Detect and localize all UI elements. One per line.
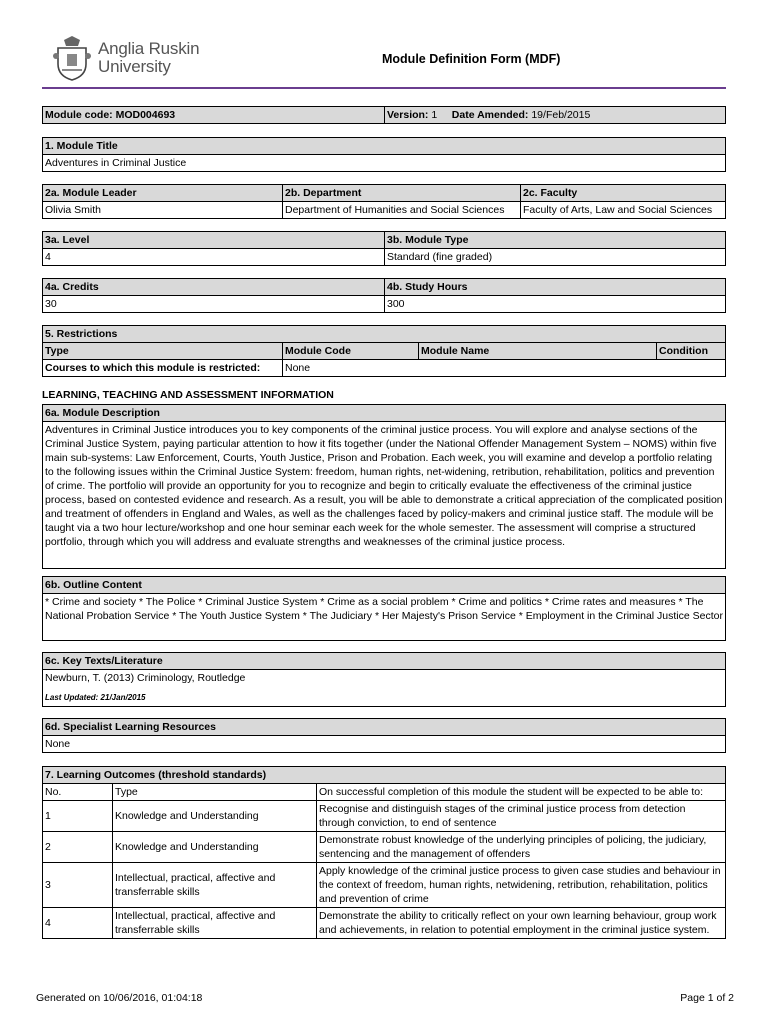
outcome-row xyxy=(43,908,726,939)
leader-value: Olivia Smith xyxy=(43,202,283,219)
learning-outcomes-table xyxy=(42,766,726,939)
version-value: 1 xyxy=(431,109,438,121)
module-title-value: Adventures in Criminal Justice xyxy=(43,155,726,172)
description-table xyxy=(42,404,726,569)
outcome-desc: Demonstrate robust knowledge of the underlying principles of policing, the judiciary, sentencing and the management of offenders xyxy=(317,832,726,863)
outline-table xyxy=(42,576,726,641)
footer-page: Page 1 of 2 xyxy=(680,992,734,1004)
level-table xyxy=(42,231,726,266)
outline-label: 6b. Outline Content xyxy=(43,577,726,594)
resources-table xyxy=(42,718,726,753)
credits-table xyxy=(42,278,726,313)
last-updated: Last Updated: 21/Jan/2015 xyxy=(45,693,146,702)
outcome-row xyxy=(43,832,726,863)
outcome-desc: Demonstrate the ability to critically reflect on your own learning behaviour, group work and achievements, in relation to potential employment in the criminal justice system. xyxy=(317,908,726,939)
study-hours-label: 4b. Study Hours xyxy=(385,279,726,296)
footer-generated: Generated on 10/06/2016, 01:04:18 xyxy=(36,992,203,1004)
header-rule xyxy=(42,87,726,89)
header xyxy=(42,30,726,92)
module-type-value: Standard (fine graded) xyxy=(385,249,726,266)
restrictions-row-value: None xyxy=(283,360,726,377)
version-date-cell xyxy=(385,107,726,124)
outcome-no: 1 xyxy=(43,801,113,832)
key-texts-label: 6c. Key Texts/Literature xyxy=(43,653,726,670)
restrictions-label: 5. Restrictions xyxy=(43,326,726,343)
restrictions-table xyxy=(42,325,726,377)
key-texts-cell xyxy=(43,670,726,707)
module-code-table xyxy=(42,106,726,124)
study-hours-value: 300 xyxy=(385,296,726,313)
description-text: Adventures in Criminal Justice introduces you to key components of the criminal justice process. You will explore and analyse sections of the Criminal Justice System, paying particular attention to how it fits together (under the National Offender Management System – NOMS) within five main sub-systems: Law Enforcement, Courts, Youth Justice, Prison and Probation. Each week, you will examine and develop a portfolio relating to the following issues within the Criminal Justice System: freedom, human rights, net-widening, retribution, rehabilitation, politics and prevention of crime. The portfolio will provide an opportunity for you to recognize and begin to critically evaluate the effectiveness of the criminal justice process, based on contested evidence and research. As a result, you will be able to demonstrate a critical appreciation of the complicated position and treatment of offenders in England and Wales, as well as the challenges faced by policy-makers and criminal justice staff. The module will be taught via a two hour lecture/workshop and one hour seminar each week for the whole semester. The assessment will comprise a structured portfolio, through which you will address and evaluate strengths and weaknesses of the criminal justice process. xyxy=(43,422,726,569)
module-type-label: 3b. Module Type xyxy=(385,232,726,249)
description-label: 6a. Module Description xyxy=(43,405,726,422)
university-logo xyxy=(52,34,199,82)
restrictions-col-code: Module Code xyxy=(283,343,419,360)
outline-text: * Crime and society * The Police * Criminal Justice System * Crime as a social problem * Crime and politics * Crime rates and measures * The National Probation Service * The Youth Justice System * The Judiciary * Her Majesty's Prison Service * Employment in the Criminal Justice Sector xyxy=(43,594,726,641)
key-texts-table xyxy=(42,652,726,707)
outcomes-col-desc: On successful completion of this module the student will be expected to be able to: xyxy=(317,784,726,801)
outcome-type: Intellectual, practical, affective and transferrable skills xyxy=(113,908,317,939)
outcomes-label: 7. Learning Outcomes (threshold standards) xyxy=(43,767,726,784)
department-label: 2b. Department xyxy=(283,185,521,202)
date-label: Date Amended: xyxy=(451,109,529,121)
level-label: 3a. Level xyxy=(43,232,385,249)
credits-value: 30 xyxy=(43,296,385,313)
form-title: Module Definition Form (MDF) xyxy=(382,52,561,66)
module-title-label: 1. Module Title xyxy=(43,138,726,155)
outcome-row xyxy=(43,801,726,832)
level-value: 4 xyxy=(43,249,385,266)
outcome-type: Intellectual, practical, affective and transferrable skills xyxy=(113,863,317,908)
crest-icon xyxy=(52,34,92,82)
date-value: 19/Feb/2015 xyxy=(531,109,591,121)
resources-label: 6d. Specialist Learning Resources xyxy=(43,719,726,736)
restrictions-col-condition: Condition xyxy=(657,343,726,360)
outcome-type: Knowledge and Understanding xyxy=(113,832,317,863)
credits-label: 4a. Credits xyxy=(43,279,385,296)
outcome-no: 2 xyxy=(43,832,113,863)
logo-line-1: Anglia Ruskin xyxy=(98,39,200,58)
module-code: Module code: MOD004693 xyxy=(43,107,385,124)
document-page xyxy=(42,30,726,936)
version-label: Version: xyxy=(387,109,429,121)
resources-text: None xyxy=(43,736,726,753)
outcome-desc: Apply knowledge of the criminal justice process to given case studies and behaviour in the context of freedom, human rights, netwidening, retribution, rehabilitation, politics and prevention of crime xyxy=(317,863,726,908)
outcome-no: 3 xyxy=(43,863,113,908)
outcomes-col-no: No. xyxy=(43,784,113,801)
key-texts-text: Newburn, T. (2013) Criminology, Routledge xyxy=(45,672,246,684)
module-title-table xyxy=(42,137,726,172)
leader-label: 2a. Module Leader xyxy=(43,185,283,202)
department-value: Department of Humanities and Social Sciences xyxy=(283,202,521,219)
logo-line-2: University xyxy=(98,57,171,76)
outcome-row xyxy=(43,863,726,908)
outcomes-col-type: Type xyxy=(113,784,317,801)
faculty-value: Faculty of Arts, Law and Social Sciences xyxy=(521,202,726,219)
restrictions-row-label: Courses to which this module is restricted: xyxy=(43,360,283,377)
leader-table xyxy=(42,184,726,219)
outcome-no: 4 xyxy=(43,908,113,939)
faculty-label: 2c. Faculty xyxy=(521,185,726,202)
outcome-type: Knowledge and Understanding xyxy=(113,801,317,832)
lta-heading: LEARNING, TEACHING AND ASSESSMENT INFORMATION xyxy=(42,389,334,401)
restrictions-col-name: Module Name xyxy=(419,343,657,360)
outcome-desc: Recognise and distinguish stages of the criminal justice process from detection through conviction, to end of sentence xyxy=(317,801,726,832)
restrictions-col-type: Type xyxy=(43,343,283,360)
